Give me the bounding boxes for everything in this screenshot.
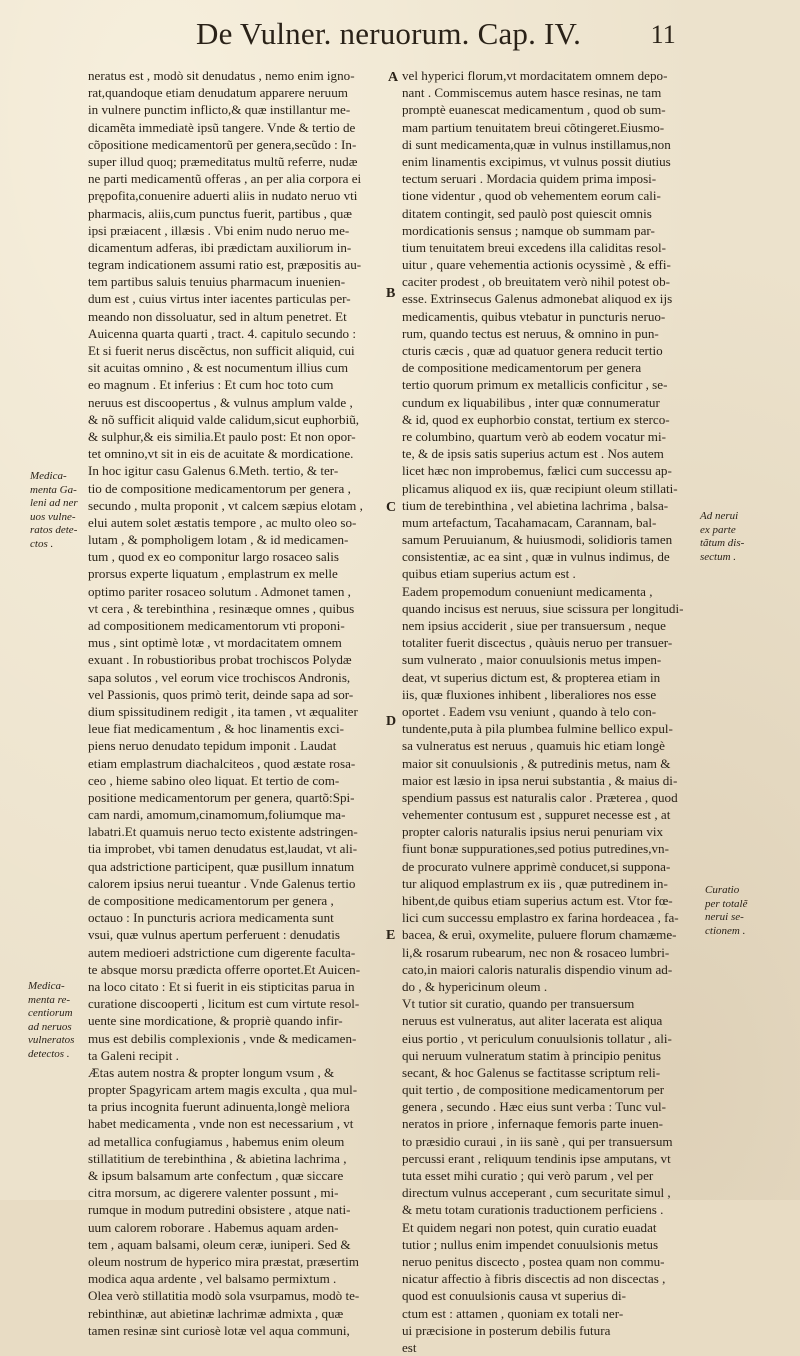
text-line: tertio quorum primum ex metallicis conficitur , se- [402,377,668,393]
gutter-letter-a: A [388,70,399,85]
text-line: neruus est discoopertus , & vulnus amplum valde , [88,394,353,410]
text-line: li,& rosarum rubearum, nec non & rosaceo lumbri- [402,944,670,960]
text-line: stillatitium de terebinthina , & abietina lachrima , [88,1150,347,1166]
text-line: enim linamentis excipimus, vt vulnus possit diutius [402,153,671,169]
text-line: eius portio , vt periculum conuulsionis tollatur , ali- [402,1030,672,1046]
note-line: centiorum [28,1007,73,1019]
text-line: tione videntur , quod ob vehementem eorum cali- [402,188,661,204]
text-line: & sulphur,& eis similia.Et paulo post: Et non opor- [88,428,356,444]
text-line: tio de compositione medicamentorum per genera , [88,480,351,496]
note-line: menta Ga- [30,483,77,496]
text-line: quando incisus est neruus, siue scissura per longitudi- [402,600,684,616]
text-line: tet omnino,vt sit in eis de acuitate & mordicatione. [88,446,354,462]
text-line: tia improbet, vbi tamen denudatus est,laudat, vt ali- [88,841,358,857]
left-text-column [88,67,388,1339]
text-line: & id, quod ex euphorbio constat, tertium ex sterco- [402,411,670,427]
text-line: neratos in priore , infernaque femoris parte inuen- [402,1116,664,1132]
text-line: consistentiæ, ac ea sint , quæ in vulnus indimus, de [402,549,670,565]
note-line: menta re- [28,993,71,1006]
text-line: tium tenuitatem breui excedens illa caliditas resol- [402,239,666,255]
text-line: maior est læsio in ipsa nerui substantia , & maius di- [402,772,678,788]
text-line: tem , aquam balsami, oleum ceræ, iuniperi. Sed & [88,1236,351,1252]
text-line: do , & hypericinum oleum . [402,978,548,994]
text-line: qua adstrictione participent, quæ pusillum innatum [88,858,355,874]
text-line: Ætas autem nostra & propter longum vsum , & [88,1064,335,1080]
text-line: genera , secundo . Hæc eius sunt verba : Tunc vul- [402,1099,667,1115]
text-line: ne parti medicamentũ offeras , an per alia corpora ei [88,171,362,187]
text-line: te absque morsu prædicta offerre oportet.Et Auicen- [88,961,361,977]
text-line: tutior ; nullus enim impendet conuulsionis metus [402,1236,659,1252]
text-line: de compositione medicamentorum per genera [402,360,642,376]
note-line: ctos . [30,537,54,550]
text-line: ipsi præiacent , illæsis . Vbi enim nudo neruo me- [88,222,350,238]
text-line: nem ipsius acciderit , siue per transuersum , neque [402,618,666,633]
note-line: Ad nerui [700,510,739,522]
margin-note-left-galen [30,470,78,551]
text-line: mus est debilis complexionis , vnde & medicamen- [88,1030,357,1046]
text-line: piens neruo denudato tepidum imponit . Laudat [88,738,337,754]
note-line: per totalẽ [705,897,748,910]
text-line: curatione discooperti , licitum est cum virtute resol- [88,996,360,1012]
text-line: na loco citato : Et si fuerit in eis stipticitas parua in [88,978,355,994]
text-line: vsui, quæ vulnus apertum perferuent : denudatis [88,927,341,943]
text-line: tem partibus saluis tenuius pharmacum inuenien- [88,274,346,290]
text-line: hibent,de quibus etiam superius actum est. Vtor fœ- [402,893,673,908]
text-line: secant, & hoc Galenus se factitasse scriptum reli- [402,1064,661,1080]
note-line: ex parte [700,523,736,536]
text-line: pharmacis, aliis,cum punctus fuerit, partibus , quæ [88,205,353,221]
text-line: re columbino, quartum verò ab eodem vocatur mi- [402,428,666,444]
text-line: leue fiat medicamentum , & hoc linamentis exci- [88,721,344,737]
text-line: Vt tutior sit curatio, quando per transuersum [402,996,635,1012]
text-line: Olea verò stillatitia modò sola vsurpamus, modò te- [88,1288,360,1304]
text-line: tur aliquod emplastrum ex iis , quæ putredinem in- [402,875,668,891]
text-line: di sunt medicamenta,quæ in vulnus instillamus,non [402,136,671,152]
text-line: oleum nostrum de hyperico mira præstat, præsertim [88,1253,359,1269]
text-line: rebinthinæ, aut abietinæ lachrimæ admixta , quæ [88,1305,344,1321]
text-line: te, & de ipsis satis superius actum est . Nos autem [402,446,664,462]
text-line: de compositione medicamentorum per genera , [88,893,334,908]
text-line: nicatur affectio à fibris discectis ad non discectas , [402,1271,666,1287]
text-line: meando non dissoluatur, sed in altum penetret. Et [88,308,347,324]
text-line: est [402,1339,417,1355]
text-line: vehementer contusum est , suppuret necesse est , at [402,807,671,823]
text-line: neruo penitus discecto , postea quam non commu- [402,1253,665,1269]
text-line: vt cera , & terebinthina , resinæque omnes , quibus [88,600,355,616]
text-line: oportet . Eadem vsu veniunt , quando à telo con- [402,703,657,719]
gutter-letter-b: B [386,286,396,301]
text-line: tundente,puta à pila plumbea fulmine bellico expul- [402,721,673,737]
text-line: mus , sint optimè lotæ , vt mordacitatem omnem [88,635,342,651]
text-line: caciter prodest , ob breuitatem verò nihil potest ob- [402,274,670,290]
note-line: vulneratos [28,1034,75,1046]
text-line: cundum ex liquabilibus , inter quæ connumeratur [402,394,660,410]
note-line: ratos dete- [30,524,78,536]
text-line: samum Peruuianum, & huiusmodi, solidioris tamen [402,532,673,548]
text-line: tuta esset mihi curatio ; qui verò parum , vel per [402,1168,654,1183]
note-line: Medica- [28,980,65,992]
text-line: vel hyperici florum,vt mordacitatem omnem depo- [402,68,668,83]
running-header [196,14,756,64]
text-line: calorem ipsius nerui tueantur . Vnde Galenus tertio [88,875,356,891]
text-line: positione medicamentorum per genera, quartõ:Spi- [88,789,355,805]
text-line: bacea, & eruì, oxymelite, puluere florum chamæme- [402,927,677,943]
text-line: autem medioeri adstrictione cum digerente faculta- [88,944,356,960]
note-line: detectos . [28,1047,70,1060]
text-line: rum, quando tectus est neruus, & omnino in pun- [402,325,659,341]
text-line: In hoc igitur casu Galenus 6.Meth. tertio, & ter- [88,463,339,479]
right-text-column [402,67,694,1356]
text-line: quod est conuulsionis causa vt superius di- [402,1288,627,1304]
text-line: rumque in modum putredini obsistere , atque nati- [88,1202,351,1218]
text-line: etiam emplastrum diachalciteos , quod æstate rosa- [88,755,356,771]
text-line: tium de terebinthina , vel abietina lachrima , balsa- [402,497,669,513]
text-line: cato,in maiori caloris naturalis dispendio vinum ad- [402,961,673,977]
text-line: mordicationis sensus ; namque ob summam par- [402,222,655,238]
text-line: esse. Extrinsecus Galenus admonebat aliquod ex ijs [402,291,673,307]
text-line: to præsidio curaui , in iis sanè , qui per transuersum [402,1133,673,1149]
text-line: & metu totam curationis traductionem perficiens . [402,1202,664,1218]
text-line: ditatem contingit, sed paulò post quiescit omnis [402,205,652,221]
text-line: lutam , & pompholigem lotam , & id medicamen- [88,532,349,548]
text-line: qui neruum vulneratum statim à principio penitus [402,1047,661,1063]
text-line: uitur , quare vehementia actionis ocyssimè , & effi- [402,257,671,273]
text-line: de procurato vulnere apprimè conducet,si suppona- [402,858,671,874]
text-line: tamen resinæ sint curiosè lotæ vel aqua communi, [88,1322,350,1338]
text-line: ctum est : attamen , quoniam ex totali ner- [402,1305,624,1321]
text-line: nant . Commiscemus autem hasce resinas, ne tam [402,85,662,101]
text-line: octauo : In puncturis acriora medicamenta sunt [88,910,334,926]
gutter-letter-c: C [386,500,397,515]
text-line: sit acuitas omnino , & est nocumentum illius cum [88,360,349,376]
text-line: directum vulnus acceperant , cum securitate simul , [402,1185,671,1201]
text-line: habet medicamenta , vnde non est necessarium , vt [88,1116,354,1132]
text-line: quibus etiam superius actum est . [402,566,576,582]
text-line: eo magnum . Et inferius : Et cum hoc toto cum [88,377,334,393]
text-line: secundo , multa proponit , vt calcem sæpius elotam , [88,497,363,513]
text-line: maior sit conuulsionis , & putredinis metus, nam & [402,755,671,771]
note-line: leni ad ner [30,497,78,509]
text-line: dicamẽta immediatè ipsũ tangere. Vnde & tertio de [88,119,356,135]
text-line: dum est , cuius virtus inter iacentes particulas per- [88,291,351,307]
text-line: tegram indicationem assumi ratio est, præpositis au- [88,257,362,273]
note-line: Curatio [705,884,740,896]
text-line: dicamentum adferas, ibi prædictam auxiliorum in- [88,239,352,255]
text-line: citra morsum, ac digerere valenter possunt , mi- [88,1185,339,1201]
text-line: elui autem solet æstatis tempore , ac multo oleo so- [88,514,357,530]
text-line: iis, quæ fluxiones inhibent , liberaliores nos esse [402,686,657,702]
text-line: Et quidem negari non potest, quin curatio euadat [402,1219,657,1235]
text-line: cam nardi, amomum,cinamomum,foliumque ma- [88,807,346,823]
text-line: prorsus experte liquatum , emplastrum ex melle [88,566,338,582]
text-line: promptè euanescat medicamentum , quod ob sum- [402,102,666,118]
text-line: sum vulnerato , maior conuulsionis metus impen- [402,652,662,668]
text-line: propter caloris naturalis ipsius nerui penuriam vix [402,824,664,840]
text-line: tectum seruari . Mordacia quidem prima imposi- [402,171,657,187]
note-line: ad neruos [28,1020,72,1033]
text-line: fiunt bonæ suppurationes,sed potius putredines,vn- [402,841,669,857]
text-line: ta prius incognita fuerunt adinuenta,longè meliora [88,1099,350,1115]
text-line: prępofita,conuenire aduerti aliis in nudato neruo vti [88,188,358,204]
text-line: & ipsum balsamum arte confectum , quæ siccare [88,1168,344,1183]
text-line: spendium passus est naturalis calor . Præterea , quod [402,789,678,805]
margin-note-left-recent [28,980,74,1061]
margin-note-right-cure [705,884,747,938]
text-line: ui præcisione in posterum debilis futura [402,1322,611,1338]
text-line: dium spissitudinem redigit , ita tamen , vt æqualiter [88,703,358,719]
running-title: De Vulner. neruorum. Cap. IV. [196,16,582,51]
text-line: sapa solutos , vel eorum vice trochiscos Andronis, [88,669,351,685]
note-line: uos vulne- [30,510,76,523]
text-line: tum , quod ex eo componitur largo rosaceo salis [88,549,340,565]
page-number: 11 [650,20,676,49]
text-line: plicamus aliquod ex iis, quæ recipiunt oleum stillati- [402,480,678,496]
note-line: nerui se- [705,911,744,923]
text-line: super illud quoq; præmeditatus multũ referre, nudæ [88,153,358,169]
text-line: uente sine mordicatione, & propriè quando infir- [88,1013,343,1029]
margin-note-right-dissected [700,510,744,564]
text-line: rat,quandoque etiam denudatum apparere neruum [88,85,348,101]
text-line: ad metallica confugiamus , habemus enim oleum [88,1133,345,1149]
text-line: ceo , hieme sabino oleo liquat. Et tertio de com- [88,772,340,788]
note-line: sectum . [700,550,737,563]
text-line: Auicenna quarta quarti , tract. 4. capitulo secundo : [88,325,356,341]
note-line: tãtum dis- [700,537,745,549]
text-line: neratus est , modò sit denudatus , nemo enim igno- [88,68,355,83]
text-line: in vulnere punctim inflicto,& quæ instillantur me- [88,102,351,118]
text-line: propter Spagyricam artem magis exculta , qua mul- [88,1082,358,1098]
text-line: neruus est vulneratus, aut aliter lacerata est aliqua [402,1013,663,1029]
text-line: Et si fuerit nerus discẽctus, non sufficit aliquid, cui [88,343,355,358]
gutter-letter-d: D [386,714,397,729]
text-line: quit tertio , de compositione medicamentorum per [402,1082,665,1098]
text-line: optimo pariter rosaceo solutum . Admonet tamen , [88,583,351,599]
text-line: percussi erant , reliquum tendinis ipse amputans, vt [402,1150,671,1166]
text-line: medicamentis, quibus vtebatur in puncturis neruo- [402,308,666,324]
text-line: ad compositionem medicamentorum vti proponi- [88,618,345,633]
text-line: sa vulneratus est neruus , quamuis hic etiam longè [402,738,665,754]
text-line: labatri.Et quamuis neruo tecto existente adstringen- [88,824,358,840]
note-line: ctionem . [705,924,746,937]
text-line: Eadem propemodum conueniunt medicamenta , [402,583,653,599]
text-line: vel Passionis, quos primò terit, deinde sapa ad sor- [88,686,354,702]
text-line: cõpositione medicamentorũ per genera,secũdo : In- [88,136,357,152]
gutter-letter-e: E [386,928,396,943]
text-line: mam partium tenuitatem breui cõtingeret.Eiusmo- [402,119,665,135]
text-line: uum calorem roborare . Habemus aquam arden- [88,1219,339,1235]
text-line: deat, vt superius dictum est, & propterea etiam in [402,669,661,685]
text-line: mum artefactum, Tacahamacam, Carannam, bal- [402,514,657,530]
text-line: & nõ sufficit aliquid valde calidum,sicut euphorbiũ, [88,411,360,427]
text-line: cturis cæcis , quæ ad quatuor genera reducit tertio [402,343,663,358]
text-line: lici cum successu emplastro ex farina hordeacea , fa- [402,910,679,926]
text-line: modica aqua ardente , vel balsamo permixtum . [88,1271,337,1287]
text-line: licet hæc non improbemus, fælici cum successu ap- [402,463,672,479]
note-line: Medica- [30,470,67,482]
text-line: exuant . In robustioribus probat trochiscos Polydæ [88,652,352,668]
text-line: totaliter fuerit discectus , quàuis neruo per transuer- [402,635,673,651]
text-line: ta Galeni recipit . [88,1047,179,1063]
